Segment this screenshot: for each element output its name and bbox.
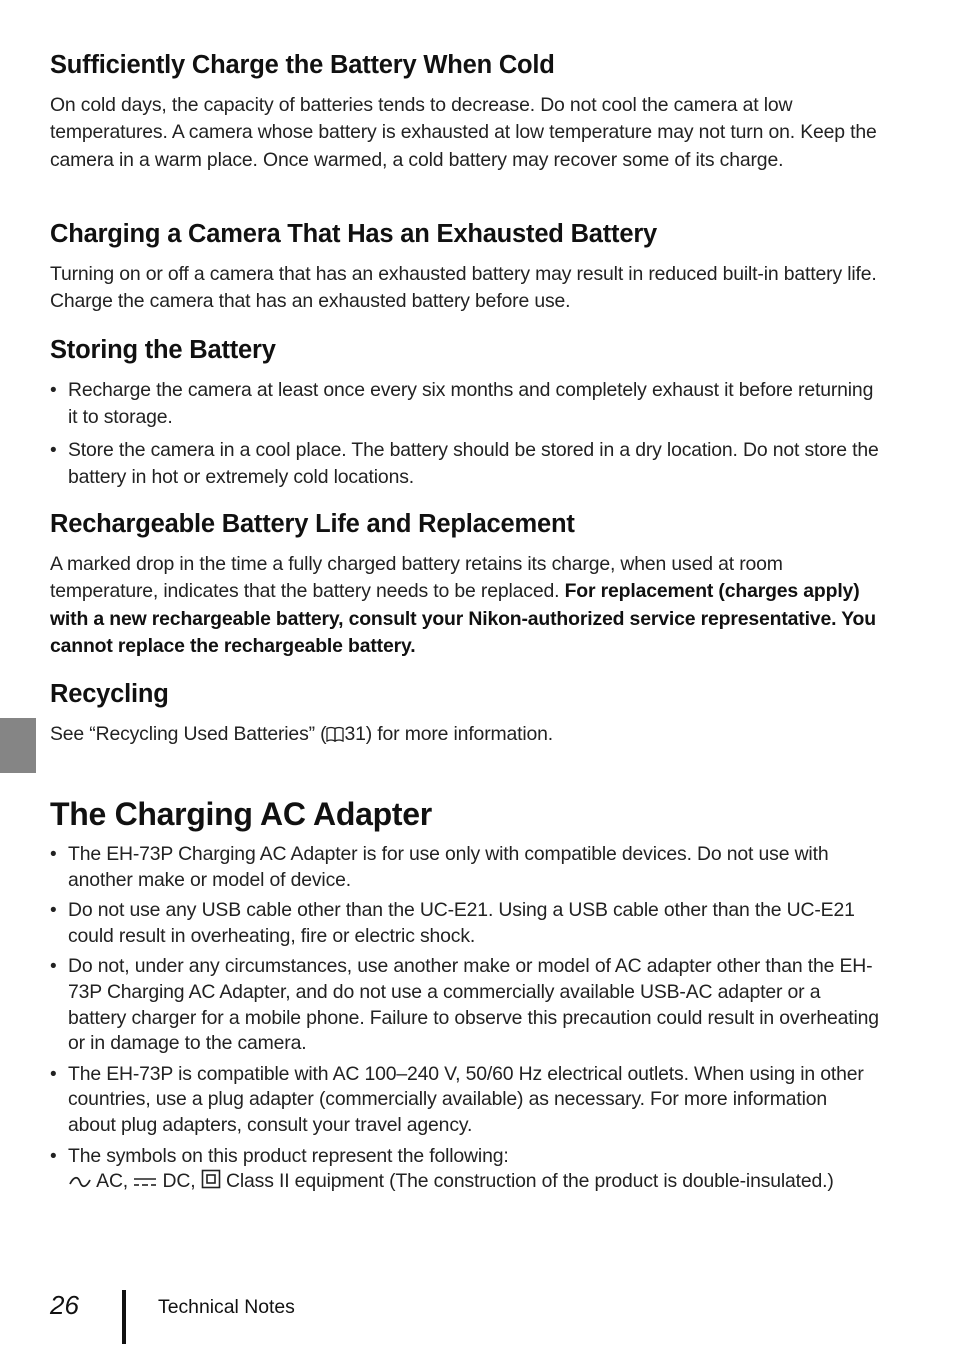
section-exhausted [50,219,880,316]
heading-cold: Sufficiently Charge the Battery When Cold [50,51,555,79]
bullet-text: The symbols on this product represent the following: [68,1144,509,1167]
recycling-page-ref[interactable]: 31 [344,723,366,745]
bullet-text: Recharge the camera at least once every six months and completely exhaust it before returning it to storage. [68,379,874,429]
heading-replacement: Rechargeable Battery Life and Replacement [50,510,575,538]
dc-symbol-icon [133,1171,157,1197]
list-item: • Do not, under any circumstances, use another make or model of AC adapter other than the EH-73P Charging AC Adapter, and do not use a commercially available USB-AC adapter or a battery charger for a mobile phone. Failure to observe this precaution could result in overheating or in damage to the camera. [50,955,879,1055]
bullet-text: The EH-73P is compatible with AC 100–240 V, 50/60 Hz electrical outlets. When using in other countries, use a plug adapter (commercially available) as necessary. For more information about plug adapters, consult your travel agency. [68,1062,864,1136]
recycling-text-before: See “Recycling Used Batteries” ( [50,723,327,745]
paragraph-exhausted: Turning on or off a camera that has an exhausted battery may result in reduced built-in battery life. Charge the camera that has an exhausted battery before use. [50,263,877,313]
list-item: • The symbols on this product represent the following: AC, DC, Class II equipment (The construction of the product is double-insulated.) [50,1144,880,1197]
footer-chapter-label: Technical Notes [158,1296,295,1318]
section-cold [50,50,880,174]
list-item: • Recharge the camera at least once every six months and completely exhaust it before returning it to storage. [50,379,874,429]
bullet-text: Store the camera in a cool place. The battery should be stored in a dry location. Do not store the battery in hot or extremely cold locations. [68,438,879,488]
symbol-dc-label: DC, [162,1170,196,1193]
section-replacement [50,509,880,660]
section-storing [50,335,880,491]
adapter-bullet-list [50,842,880,1197]
list-item: • The EH-73P is compatible with AC 100–240 V, 50/60 Hz electrical outlets. When using in other countries, use a plug adapter (commercially available) as necessary. For more information about plug adapters, consult your travel agency. [50,1062,864,1136]
heading-exhausted: Charging a Camera That Has an Exhausted Battery [50,220,658,248]
bullet-text: Do not, under any circumstances, use another make or model of AC adapter other than the EH-73P Charging AC Adapter, and do not use a commercially available USB-AC adapter or a battery charger for a mobile phone. Failure to observe this precaution could result in overheating or in damage to the camera. [68,955,879,1055]
bullet-text: The EH-73P Charging AC Adapter is for use only with compatible devices. Do not use with another make or model of device. [68,843,829,891]
paragraph-cold: On cold days, the capacity of batteries tends to decrease. Do not cool the camera at low temperatures. A camera whose battery is exhausted at low temperature may not turn on. Keep the camera in a warm place. Once warmed, a cold battery may recover some of its charge. [50,94,877,171]
replacement-text: A marked drop in the time a fully charged battery retains its charge, when used at room temperature, indicates that the battery needs to be replaced. [50,553,783,603]
page-title: The Charging AC Adapter [50,796,432,832]
list-item: • Do not use any USB cable other than the UC-E21. Using a USB cable other than the UC-E21 could result in overheating, fire or electric shock. [50,899,855,947]
symbol-ac-label: AC, [96,1170,129,1193]
chapter-side-tab [0,718,36,773]
class-ii-symbol-icon [201,1169,221,1197]
section-adapter [50,842,880,1197]
list-item: • Store the camera in a cool place. The battery should be stored in a dry location. Do not store the battery in hot or extremely cold locations. [50,438,879,488]
heading-recycling: Recycling [50,680,169,708]
paragraph-recycling [50,721,880,751]
heading-storing: Storing the Battery [50,336,276,364]
paragraph-replacement [50,551,880,660]
bullet-text: Do not use any USB cable other than the UC-E21. Using a USB cable other than the UC-E21 could result in overheating, fire or electric shock. [68,899,855,947]
replacement-bold-text: For replacement (charges apply) with a new rechargeable battery, consult your Nikon-authorized service representative. You cannot replace the rechargeable battery. [50,580,876,657]
symbol-class2-label: Class II equipment (The construction of the product is double-insulated.) [226,1170,834,1193]
recycling-text-after: ) for more information. [365,723,554,745]
storing-bullet-list [50,377,880,491]
footer-divider [122,1290,126,1344]
book-icon [326,724,344,751]
list-item: • The EH-73P Charging AC Adapter is for use only with compatible devices. Do not use with another make or model of device. [50,843,829,891]
symbols-line [68,1170,834,1192]
section-recycling [50,679,880,751]
page-number: 26 [50,1290,79,1320]
ac-symbol-icon [68,1171,92,1197]
